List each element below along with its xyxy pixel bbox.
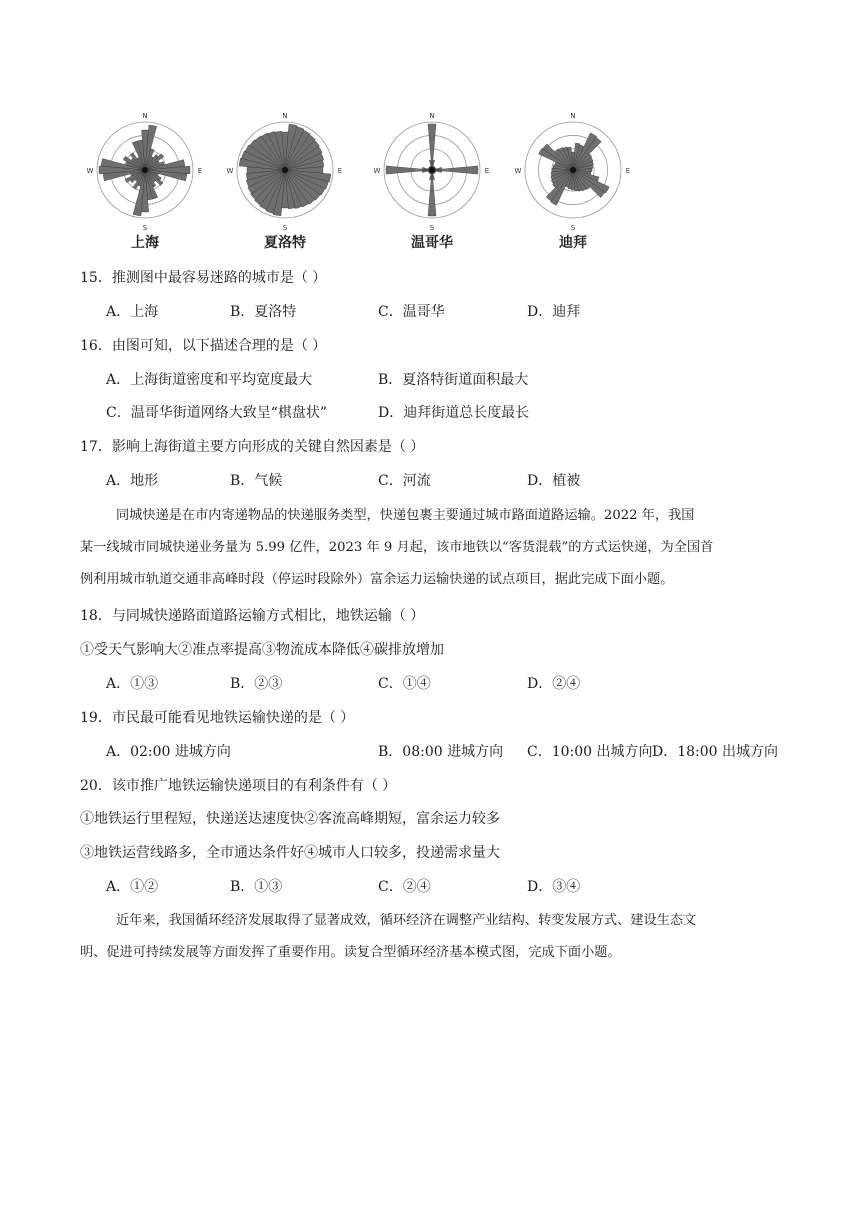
rose-center <box>570 167 576 173</box>
q17-option-b: B．气候 <box>230 473 283 489</box>
rose-petal <box>428 124 436 170</box>
compass-label-w: W <box>514 167 522 175</box>
rose-shanghai-svg <box>86 100 203 232</box>
compass-label-n: N <box>429 112 435 120</box>
compass-label-e: E <box>484 167 490 175</box>
compass-label-n: N <box>142 112 148 120</box>
rose-charlotte-svg <box>226 100 343 232</box>
compass-label-n: N <box>570 112 576 120</box>
question-18-stem: 18．与同城快递路面道路运输方式相比，地铁运输（ ） <box>80 608 425 624</box>
rose-petal <box>428 170 436 216</box>
rose-diagram-dubai <box>514 100 648 260</box>
question-16-stem: 16．由图可知，以下描述合理的是（ ） <box>80 338 327 354</box>
city-label-dubai: 迪拜 <box>559 235 587 251</box>
compass-label-e: E <box>337 167 343 175</box>
q20-option-d: D．③④ <box>527 879 581 895</box>
compass-label-e: E <box>625 167 631 175</box>
q19-option-c: C．10:00 出城方向 <box>527 744 653 760</box>
q19-option-d: D．18:00 出城方向 <box>652 744 779 760</box>
rose-diagram-charlotte <box>226 100 360 260</box>
passage1-line-3: 例利用城市轨道交通非高峰时段（停运时段除外）富余运力运输快递的试点项目，据此完成下面小题。 <box>80 572 674 587</box>
compass-label-s: S <box>282 224 288 232</box>
question-20-item-1: ①地铁运行里程短，快递送达速度快②客流高峰期短，富余运力较多 <box>80 811 500 827</box>
passage-circular-economy <box>80 905 785 969</box>
q17-option-d: D．植被 <box>527 473 581 489</box>
rose-center <box>282 167 288 173</box>
compass-label-s: S <box>142 224 148 232</box>
passage2-line-1: 近年来，我国循环经济发展取得了显著成效，循环经济在调整产业结构、转变发展方式、建设生态文 <box>116 913 697 928</box>
q16-option-b: B．夏洛特街道面积最大 <box>378 372 529 388</box>
q15-option-c: C．温哥华 <box>378 304 445 320</box>
q20-option-b: B．①③ <box>230 879 283 895</box>
q19-option-a: A．02:00 进城方向 <box>106 744 231 760</box>
question-20-stem: 20．该市推广地铁运输快递项目的有利条件有（ ） <box>80 778 397 794</box>
q18-option-a: A．①③ <box>106 676 159 692</box>
street-orientation-figure <box>86 100 650 260</box>
rose-vancouver-svg <box>373 100 490 232</box>
question-17-stem: 17．影响上海街道主要方向形成的关键自然因素是（ ） <box>80 439 425 455</box>
q19-option-b: B．08:00 进城方向 <box>378 744 504 760</box>
q18-option-d: D．②④ <box>527 676 581 692</box>
rose-petal <box>432 166 478 174</box>
compass-label-w: W <box>373 167 381 175</box>
compass-label-s: S <box>570 224 576 232</box>
question-15-stem: 15．推测图中最容易迷路的城市是（ ） <box>80 270 327 286</box>
rose-petal <box>386 166 432 174</box>
q15-option-a: A．上海 <box>106 304 159 320</box>
q20-option-c: C．②④ <box>378 879 431 895</box>
question-19-stem: 19．市民最可能看见地铁运输快递的是（ ） <box>80 710 355 726</box>
passage-express-delivery <box>80 500 785 596</box>
q15-option-d: D．迪拜 <box>527 304 581 320</box>
q17-option-a: A．地形 <box>106 473 159 489</box>
rose-center <box>142 167 148 173</box>
city-label-vancouver: 温哥华 <box>411 235 453 251</box>
rose-diagram-shanghai <box>86 100 220 260</box>
city-label-charlotte: 夏洛特 <box>264 235 306 251</box>
question-18-items: ①受天气影响大②准点率提高③物流成本降低④碳排放增加 <box>80 642 444 658</box>
compass-label-w: W <box>86 167 94 175</box>
q18-option-c: C．①④ <box>378 676 431 692</box>
rose-diagram-vancouver <box>373 100 507 260</box>
q18-option-b: B．②③ <box>230 676 283 692</box>
passage1-line-1: 同城快递是在市内寄递物品的快递服务类型，快递包裹主要通过城市路面道路运输。2022 年，我国 <box>116 508 695 523</box>
q20-option-a: A．①② <box>106 879 159 895</box>
q15-option-b: B．夏洛特 <box>230 304 297 320</box>
q16-option-d: D．迪拜街道总长度最长 <box>378 405 530 421</box>
compass-label-s: S <box>429 224 435 232</box>
q17-option-c: C．河流 <box>378 473 431 489</box>
compass-label-w: W <box>226 167 234 175</box>
passage1-line-2: 某一线城市同城快递业务量为 5.99 亿件，2023 年 9 月起，该市地铁以“客货混载”的方式运快递，为全国首 <box>80 540 714 555</box>
q16-option-c: C．温哥华街道网络大致呈“棋盘状” <box>106 405 328 421</box>
city-label-shanghai: 上海 <box>131 235 159 251</box>
compass-label-e: E <box>197 167 203 175</box>
compass-label-n: N <box>282 112 288 120</box>
passage2-line-2: 明、促进可持续发展等方面发挥了重要作用。读复合型循环经济基本模式图，完成下面小题。 <box>80 945 621 960</box>
rose-dubai-svg <box>514 100 631 232</box>
q16-option-a: A．上海街道密度和平均宽度最大 <box>106 372 313 388</box>
rose-center <box>429 167 435 173</box>
question-20-item-2: ③地铁运营线路多，全市通达条件好④城市人口较多，投递需求量大 <box>80 845 500 861</box>
